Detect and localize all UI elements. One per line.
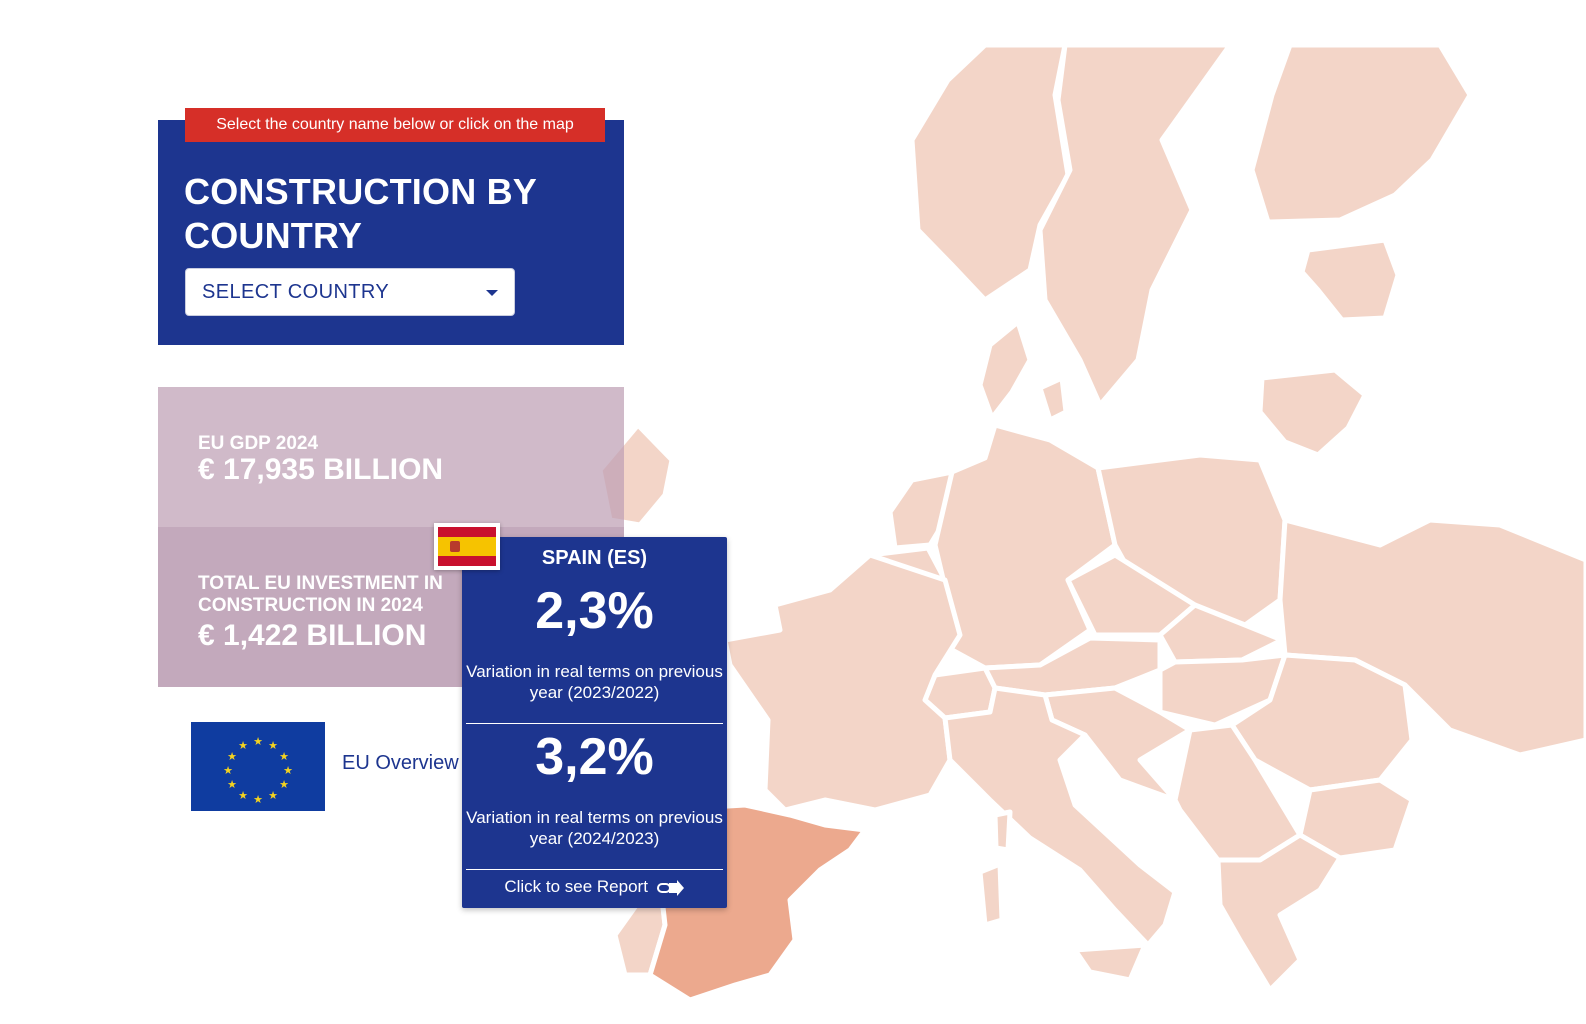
svg-text:★: ★ [279,778,289,791]
map-country-germany[interactable] [935,425,1115,668]
country-dropdown[interactable] [185,268,515,316]
map-country-finland[interactable] [1252,45,1470,222]
eu-investment-label: TOTAL EU INVESTMENT IN CONSTRUCTION IN 2024 [198,573,443,616]
svg-text:★: ★ [268,739,278,752]
map-country-sicily[interactable] [1075,945,1145,980]
map-country-greece[interactable] [1218,835,1340,990]
tooltip-desc-2023: Variation in real terms on previous year (2023/2022) [466,662,723,702]
tooltip-value-2024: 3,2% [535,728,654,786]
chevron-down-icon [486,290,498,296]
svg-text:★: ★ [223,764,233,777]
eu-gdp-label: EU GDP 2024 [198,433,319,454]
spain-flag-icon [434,523,500,570]
map-country-estonia[interactable] [1302,240,1398,320]
country-tooltip[interactable] [462,537,727,908]
see-report-label: Click to see Report [504,877,648,896]
svg-text:★: ★ [227,778,237,791]
arrow-right-icon [657,880,685,896]
tooltip-divider [466,869,723,870]
eu-gdp-card [158,387,624,527]
country-dropdown-label: SELECT COUNTRY [202,281,390,303]
map-country-denmark-islands[interactable] [1040,378,1066,420]
map-country-sardinia[interactable] [980,864,1002,925]
page-title: CONSTRUCTION BY COUNTRY [184,171,537,256]
see-report-link[interactable] [462,877,727,897]
map-country-sweden[interactable] [1040,45,1230,405]
map-country-corsica[interactable] [995,812,1010,850]
tooltip-value-2023: 2,3% [535,582,654,640]
svg-text:★: ★ [279,750,289,763]
tooltip-desc-2024: Variation in real terms on previous year (2024/2023) [466,808,723,848]
svg-text:★: ★ [227,750,237,763]
svg-text:★: ★ [238,739,248,752]
map-country-lithuania[interactable] [1260,370,1365,455]
svg-text:★: ★ [268,789,278,802]
svg-text:★: ★ [253,735,263,748]
svg-text:★: ★ [238,789,248,802]
map-country-france[interactable] [725,555,960,810]
svg-text:★: ★ [253,793,263,806]
eu-gdp-value: € 17,935 BILLION [198,453,444,486]
eu-overview-link[interactable]: EU Overview [342,752,459,774]
svg-text:★: ★ [283,764,293,777]
map-country-denmark[interactable] [980,322,1030,418]
tooltip-country-name: SPAIN (ES) [541,547,648,569]
tooltip-divider [466,723,723,724]
eu-investment-value: € 1,422 BILLION [198,619,427,652]
instruction-banner: Select the country name below or click on the map [185,108,605,142]
eu-flag-icon[interactable] [191,722,325,811]
